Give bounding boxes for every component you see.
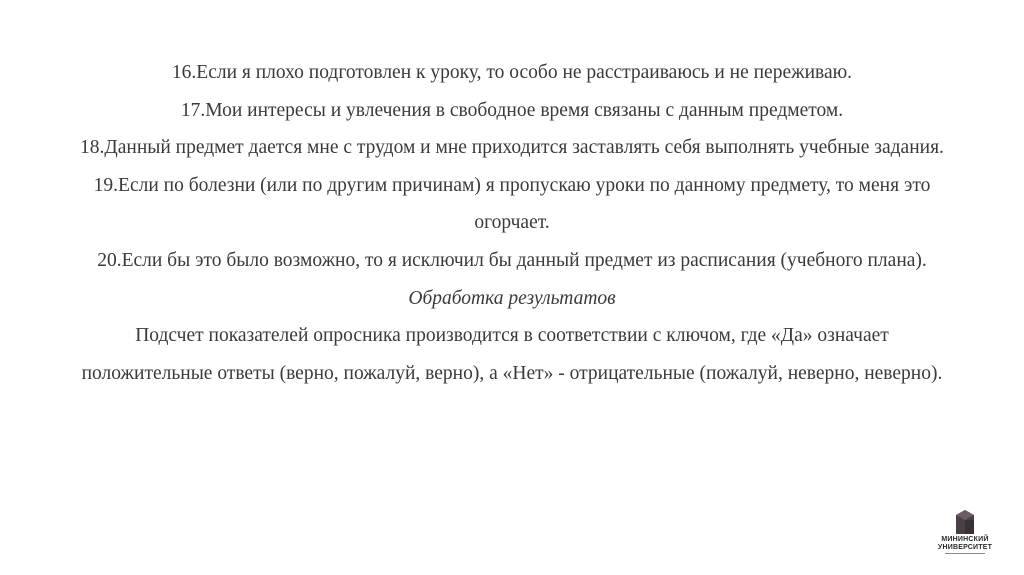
scoring-paragraph-line-1: Подсчет показателей опросника производится в соответствии с ключом, где «Да» означает xyxy=(135,325,889,347)
logo-text-line-2: УНИВЕРСИТЕТ xyxy=(937,544,993,551)
scoring-paragraph-line-2: положительные ответы (верно, пожалуй, верно), а «Нет» - отрицательные (пожалуй, неверно, неверно). xyxy=(81,362,943,384)
slide-text-block xyxy=(20,54,1004,392)
section-heading: Обработка результатов xyxy=(408,287,616,309)
questionnaire-item-16: 16.Если я плохо подготовлен к уроку, то особо не расстраиваюсь и не переживаю. xyxy=(171,62,853,83)
logo-text-line-1: МИНИНСКИЙ xyxy=(941,536,989,543)
questionnaire-item-19-continued: огорчает. xyxy=(474,212,550,234)
university-logo xyxy=(928,510,1002,562)
questionnaire-item-20: 20.Если бы это было возможно, то я исключил бы данный предмет из расписания (учебного плана). xyxy=(97,249,927,271)
tower-logo-icon xyxy=(955,510,975,534)
logo-underline xyxy=(945,553,985,554)
questionnaire-item-19: 19.Если по болезни (или по другим причинам) я пропускаю уроки по данному предмету, то меня это xyxy=(93,174,931,196)
questionnaire-item-17: 17.Мои интересы и увлечения в свободное время связаны с данным предметом. xyxy=(180,99,844,121)
questionnaire-item-18: 18.Данный предмет дается мне с трудом и мне приходится заставлять себя выполнять учебные задания. xyxy=(80,137,944,159)
